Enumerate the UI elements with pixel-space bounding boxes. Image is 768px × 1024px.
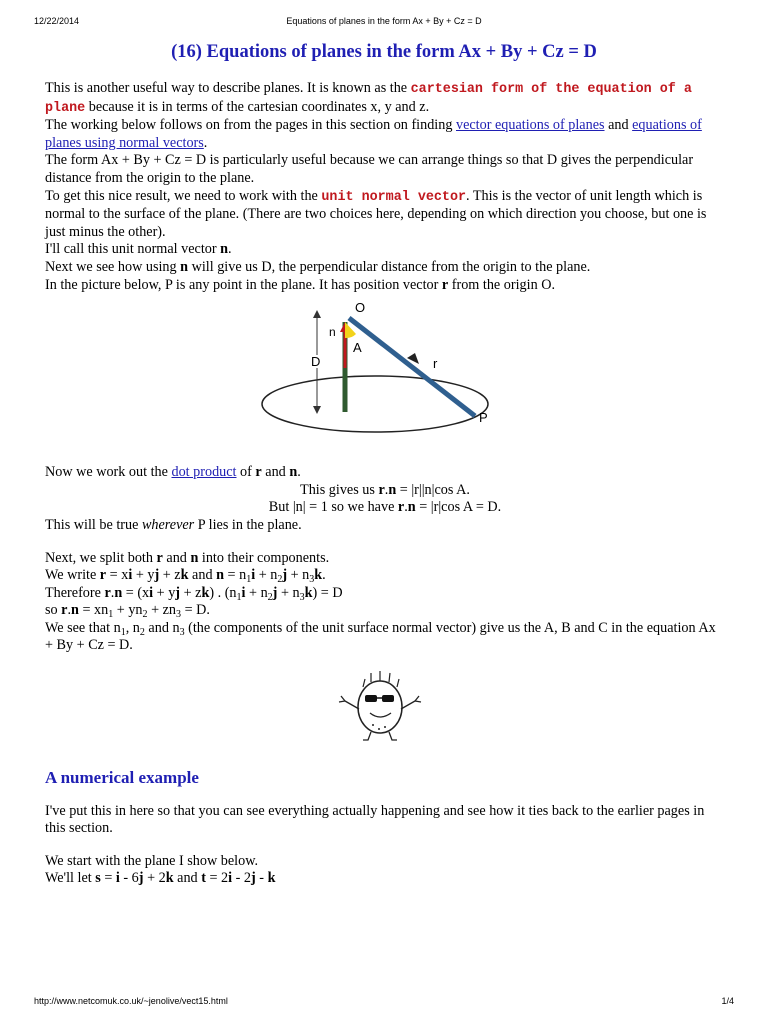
print-date: 12/22/2014 xyxy=(34,16,80,26)
intro-paragraph-6 xyxy=(45,259,725,277)
position-vector-line xyxy=(349,318,475,416)
text: The working below follows on from the pages in this section on finding xyxy=(45,117,456,134)
dot-product-link[interactable]: dot product xyxy=(171,464,237,481)
text: I'll call this unit normal vector xyxy=(45,241,221,258)
vector-r: r xyxy=(255,464,262,481)
intro-paragraph-5 xyxy=(45,241,725,259)
page-title: (16) Equations of planes in the form Ax + By + Cz = D xyxy=(171,42,597,62)
numerical-example-heading: A numerical example xyxy=(45,768,199,788)
label-r: r xyxy=(433,356,438,372)
text: Now we work out the xyxy=(45,464,172,481)
components-line-1: Next, we split both r and n into their components. xyxy=(45,549,330,566)
text: To get this nice result, we need to work with the xyxy=(45,187,322,204)
intro-paragraph-3: The form Ax + By + Cz = D is particularly useful because we can arrange things so that D gives the perpendicular distance from the origin to the plane. xyxy=(45,152,694,186)
text: from the origin O. xyxy=(448,276,555,293)
distance-arrowhead-bottom xyxy=(313,406,321,414)
label-a: A xyxy=(353,340,362,356)
emphasis: wherever xyxy=(141,516,195,533)
cartoon-character-icon xyxy=(335,665,425,743)
article-body xyxy=(45,80,725,888)
components-line-3: Therefore r.n = (xi + yj + zk) . $(n_1i + n_2j + n_3k) = D$ xyxy=(45,584,343,603)
example-paragraph-1: I've put this in here so that you can see everything actually happening and see how it ties back to the earlier pages in this section. xyxy=(45,802,705,837)
example-paragraph-2: We start with the plane I show below. xyxy=(45,852,259,869)
text: . xyxy=(228,241,232,258)
components-line-2: We write r = xi + yj + zk and $n = n_1i + n_2j + n_3k$. xyxy=(45,567,326,586)
text: P lies in the plane. xyxy=(194,516,302,533)
dot-product-line-4 xyxy=(45,517,725,535)
vector-n: n xyxy=(220,241,229,258)
example-paragraph-3: We'll let s = i - 6j + 2k and t = 2i - 2j - k xyxy=(45,870,276,887)
plane-ellipse xyxy=(262,376,488,432)
label-d: D xyxy=(311,354,321,370)
label-p: P xyxy=(479,410,488,426)
plane-diagram-svg xyxy=(257,300,507,440)
distance-arrowhead-top xyxy=(313,310,321,318)
dot-product-line-3: But |n| = 1 so we have r.n = |r|cos A = D. xyxy=(268,499,502,516)
text: . xyxy=(203,134,208,151)
intro-paragraph-7 xyxy=(45,277,725,295)
text: This is another useful way to describe planes. It is known as the xyxy=(45,80,411,96)
normal-vectors-link[interactable]: equations of planes using normal vectors xyxy=(45,117,702,151)
page-url: http://www.netcomuk.co.uk/~jenolive/vect15.html xyxy=(34,996,228,1006)
print-footer xyxy=(34,996,734,1010)
text: will give us D, the perpendicular distance from the origin to the plane. xyxy=(188,258,591,275)
text: and xyxy=(604,117,633,134)
plane-diagram xyxy=(45,300,725,450)
components-line-5: We see that $n_1$, $n_2$ and $n_3$ (the components of the unit surface normal vector) give us the A, B and C in the equation Ax + By + Cz = D. xyxy=(45,619,716,654)
text: because it is in terms of the cartesian coordinates x, y and z. xyxy=(85,98,430,115)
print-header xyxy=(34,16,734,30)
cartoon-character xyxy=(45,665,725,755)
text: of xyxy=(236,464,256,481)
intro-paragraph-4 xyxy=(45,188,725,242)
text: This will be true xyxy=(45,516,142,533)
vector-n: n xyxy=(289,464,298,481)
vector-equations-link[interactable]: vector equations of planes xyxy=(455,117,605,134)
intro-paragraph-1 xyxy=(45,80,725,117)
vector-n: n xyxy=(180,258,189,275)
page-number: 1/4 xyxy=(721,996,734,1006)
dot-product-line-1 xyxy=(45,464,725,482)
text: . xyxy=(297,464,301,481)
text: In the picture below, P is any point in the plane. It has position vector xyxy=(45,276,442,293)
intro-paragraph-2 xyxy=(45,117,725,152)
label-o: O xyxy=(355,300,366,316)
dot-product-line-2: This gives us r.n = |r||n|cos A. xyxy=(300,481,470,498)
vector-r: r xyxy=(441,276,449,293)
print-page-title: Equations of planes in the form Ax + By + Cz = D xyxy=(286,16,482,26)
unit-normal-highlight: unit normal vector xyxy=(321,189,467,205)
components-line-4: so $r.n = xn_1 + yn_2 + zn_3 = D$. xyxy=(45,602,210,621)
text: Next we see how using xyxy=(45,258,181,275)
text: and xyxy=(261,464,290,481)
label-n: n xyxy=(329,325,336,340)
cartesian-form-highlight: cartesian form of the equation of a plane xyxy=(45,82,692,116)
text: . This is the vector of unit length which is normal to the surface of the plane. (There are two choices here, depending on which direction you choose, but one is just minus the other). xyxy=(45,187,707,240)
